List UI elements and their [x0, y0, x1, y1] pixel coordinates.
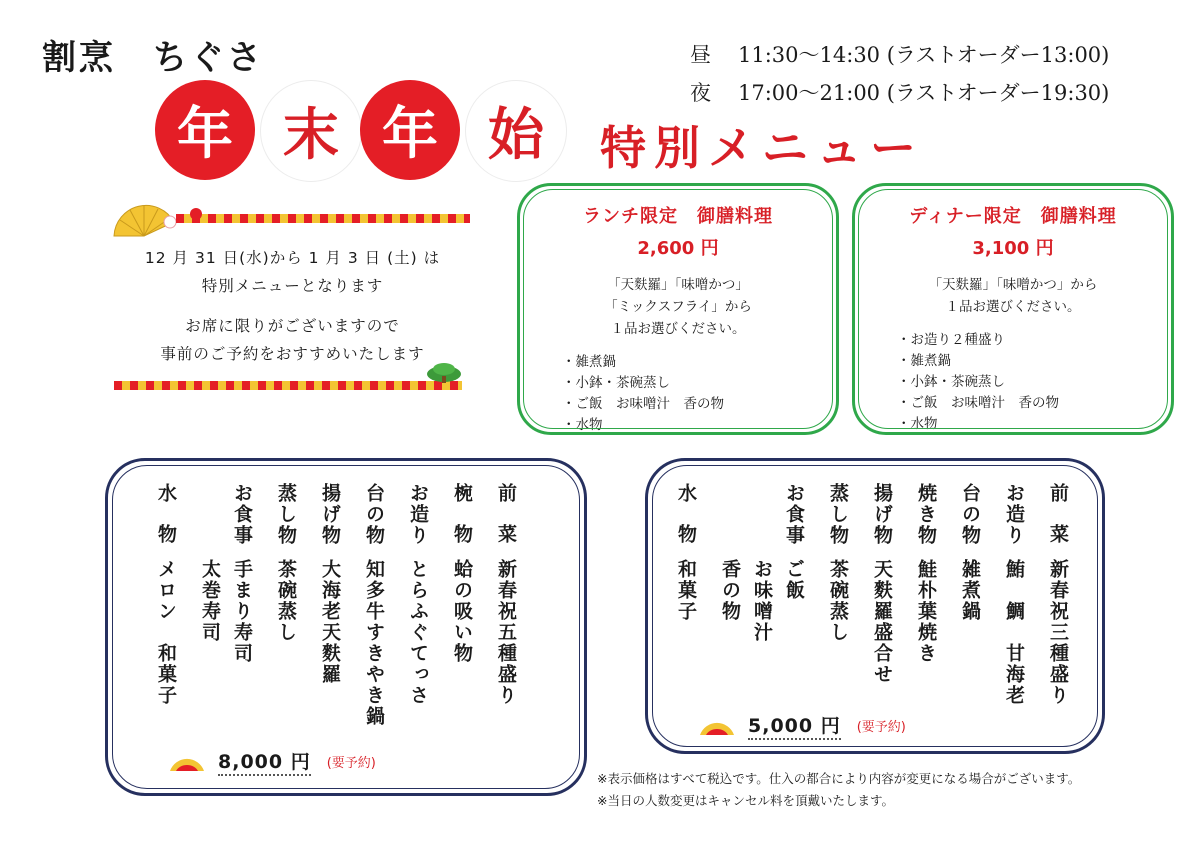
course-dish: 新春祝五種盛り: [495, 559, 517, 706]
decorative-band-top: [176, 214, 470, 223]
course-dish: 茶碗蒸し: [827, 559, 849, 643]
title-char: 年: [360, 80, 460, 180]
hours-time: 17:00〜21:00 (ラストオーダー19:30): [738, 81, 1110, 105]
course-price-row: [698, 711, 906, 740]
fan-icon: [168, 751, 206, 773]
hours-label: 夜: [690, 81, 711, 105]
set-item: ・水物: [562, 417, 603, 433]
course-dish: 知多牛すきやき鍋: [363, 559, 385, 727]
course-label: 揚げ物: [319, 483, 341, 546]
set-items: [897, 330, 1171, 435]
footnote-line: ※表示価格はすべて税込です。仕入の都合により内容が変更になる場合がございます。: [597, 771, 1081, 786]
course-label: 焼き物: [915, 483, 937, 546]
course-dish: 蛤の吸い物: [451, 559, 473, 664]
course-label: 蒸し物: [827, 483, 849, 546]
course-dish: 雑煮鍋: [959, 559, 981, 622]
hours-row-dinner: [690, 74, 1109, 112]
course-item: [910, 483, 942, 706]
course-item: [670, 483, 702, 706]
course-dish: 鮪 鯛 甘海老: [1003, 559, 1025, 706]
course-item: [490, 483, 522, 727]
course-item: [150, 483, 182, 727]
title-char: 始: [465, 80, 567, 182]
course-dish: 手まり寿司: [231, 559, 253, 664]
course-item: [954, 483, 986, 706]
course-label: 蒸し物: [275, 483, 297, 546]
holiday-notice: [115, 244, 470, 368]
set-item: ・水物: [897, 416, 938, 432]
hours-label: 昼: [690, 43, 711, 67]
notice-line: 事前のご予約をおすすめいたします: [160, 345, 425, 363]
course-item: [1042, 483, 1074, 706]
set-item: ・ご飯 お味噌汁 香の物: [897, 395, 1059, 411]
course-item: [822, 483, 854, 706]
course-label: お食事: [231, 483, 253, 546]
business-hours: [690, 36, 1109, 112]
folding-fan-icon: [110, 200, 180, 240]
course-menu: [658, 483, 1074, 706]
course-dish: 大海老天麩羅: [319, 559, 341, 685]
set-item: ・小鉢・茶碗蒸し: [897, 374, 1005, 390]
notice-line: 12 月 31 日(水)から 1 月 3 日 (土) は: [144, 249, 441, 267]
course-item: [998, 483, 1030, 706]
course-dish: ご飯: [783, 559, 805, 601]
set-item: ・ご飯 お味噌汁 香の物: [562, 396, 724, 412]
course-label: 台の物: [959, 483, 981, 546]
course-item: [446, 483, 478, 727]
course-label: 前菜: [495, 483, 517, 545]
reservation-required: (要予約): [856, 720, 906, 735]
course-5000-card: [645, 458, 1105, 754]
course-label: お造り: [1003, 483, 1025, 546]
decorative-band-bottom: [114, 381, 462, 390]
fan-icon: [698, 715, 736, 737]
set-description: [520, 274, 836, 340]
reservation-required: (要予約): [326, 756, 376, 771]
set-description: [855, 274, 1171, 318]
notice-line: 特別メニューとなります: [201, 277, 384, 295]
course-item: [270, 483, 302, 727]
course-dish: 天麩羅盛合せ: [871, 559, 893, 685]
course-price: 8,000 円: [218, 747, 311, 776]
course-item: [358, 483, 390, 727]
course-menu: [138, 483, 522, 727]
course-label: 水物: [155, 483, 177, 545]
set-item: ・お造り２種盛り: [897, 332, 1005, 348]
desc-line: 「ミックスフライ」から: [604, 299, 752, 315]
hours-row-lunch: [690, 36, 1109, 74]
desc-line: １品お選びください。: [610, 321, 746, 337]
set-title: ディナー限定 御膳料理: [909, 206, 1117, 227]
course-dish: メロン 和菓子: [155, 559, 177, 706]
set-item: ・雑煮鍋: [897, 353, 951, 369]
set-item: ・小鉢・茶碗蒸し: [562, 375, 670, 391]
course-item: [402, 483, 434, 727]
dinner-set-card: [852, 183, 1174, 435]
course-dish: 和菓子: [675, 559, 697, 622]
course-dish: 太巻寿司: [199, 559, 221, 643]
notice-line: お席に限りがございますので: [185, 317, 400, 335]
set-item: ・雑煮鍋: [562, 354, 616, 370]
set-price: 2,600 円: [637, 238, 719, 259]
title-circles: [155, 80, 585, 180]
footnote-line: ※当日の人数変更はキャンセル料を頂戴いたします。: [597, 793, 894, 808]
course-8000-card: [105, 458, 587, 796]
course-label: お食事: [783, 483, 805, 546]
course-price-row: [168, 747, 376, 776]
course-label: 揚げ物: [871, 483, 893, 546]
course-dish: お味噌汁: [751, 559, 773, 643]
course-label: お造り: [407, 483, 429, 546]
course-item: [194, 483, 258, 727]
course-item: [714, 483, 810, 706]
desc-line: 「天麩羅」「味噌かつ」: [607, 277, 749, 293]
pine-icon: [424, 358, 464, 384]
course-price: 5,000 円: [748, 711, 841, 740]
shop-name: 割烹 ちぐさ: [42, 38, 264, 78]
title-char: 末: [260, 80, 362, 182]
lunch-set-card: [517, 183, 839, 435]
course-dish: 新春祝三種盛り: [1047, 559, 1069, 706]
title-char: 年: [155, 80, 255, 180]
set-title: ランチ限定 御膳料理: [583, 206, 773, 227]
footnotes: [597, 768, 1080, 812]
course-label: 椀物: [451, 483, 473, 545]
course-label: 水物: [675, 483, 697, 545]
course-dish: とらふぐてっさ: [407, 559, 429, 706]
course-label: 前菜: [1047, 483, 1069, 545]
course-item: [314, 483, 346, 727]
set-price: 3,100 円: [972, 238, 1054, 259]
course-dish: 鮭朴葉焼き: [915, 559, 937, 664]
red-ornament-icon: [190, 208, 202, 220]
course-dish: 茶碗蒸し: [275, 559, 297, 643]
desc-line: １品お選びください。: [945, 299, 1081, 315]
desc-line: 「天麩羅」「味噌かつ」から: [928, 277, 1098, 293]
set-items: [562, 352, 836, 436]
course-item: [866, 483, 898, 706]
special-menu-title: 特別メニュー: [600, 121, 924, 175]
course-label: 台の物: [363, 483, 385, 546]
hours-time: 11:30〜14:30 (ラストオーダー13:00): [738, 43, 1110, 67]
course-dish: 香の物: [719, 559, 741, 622]
